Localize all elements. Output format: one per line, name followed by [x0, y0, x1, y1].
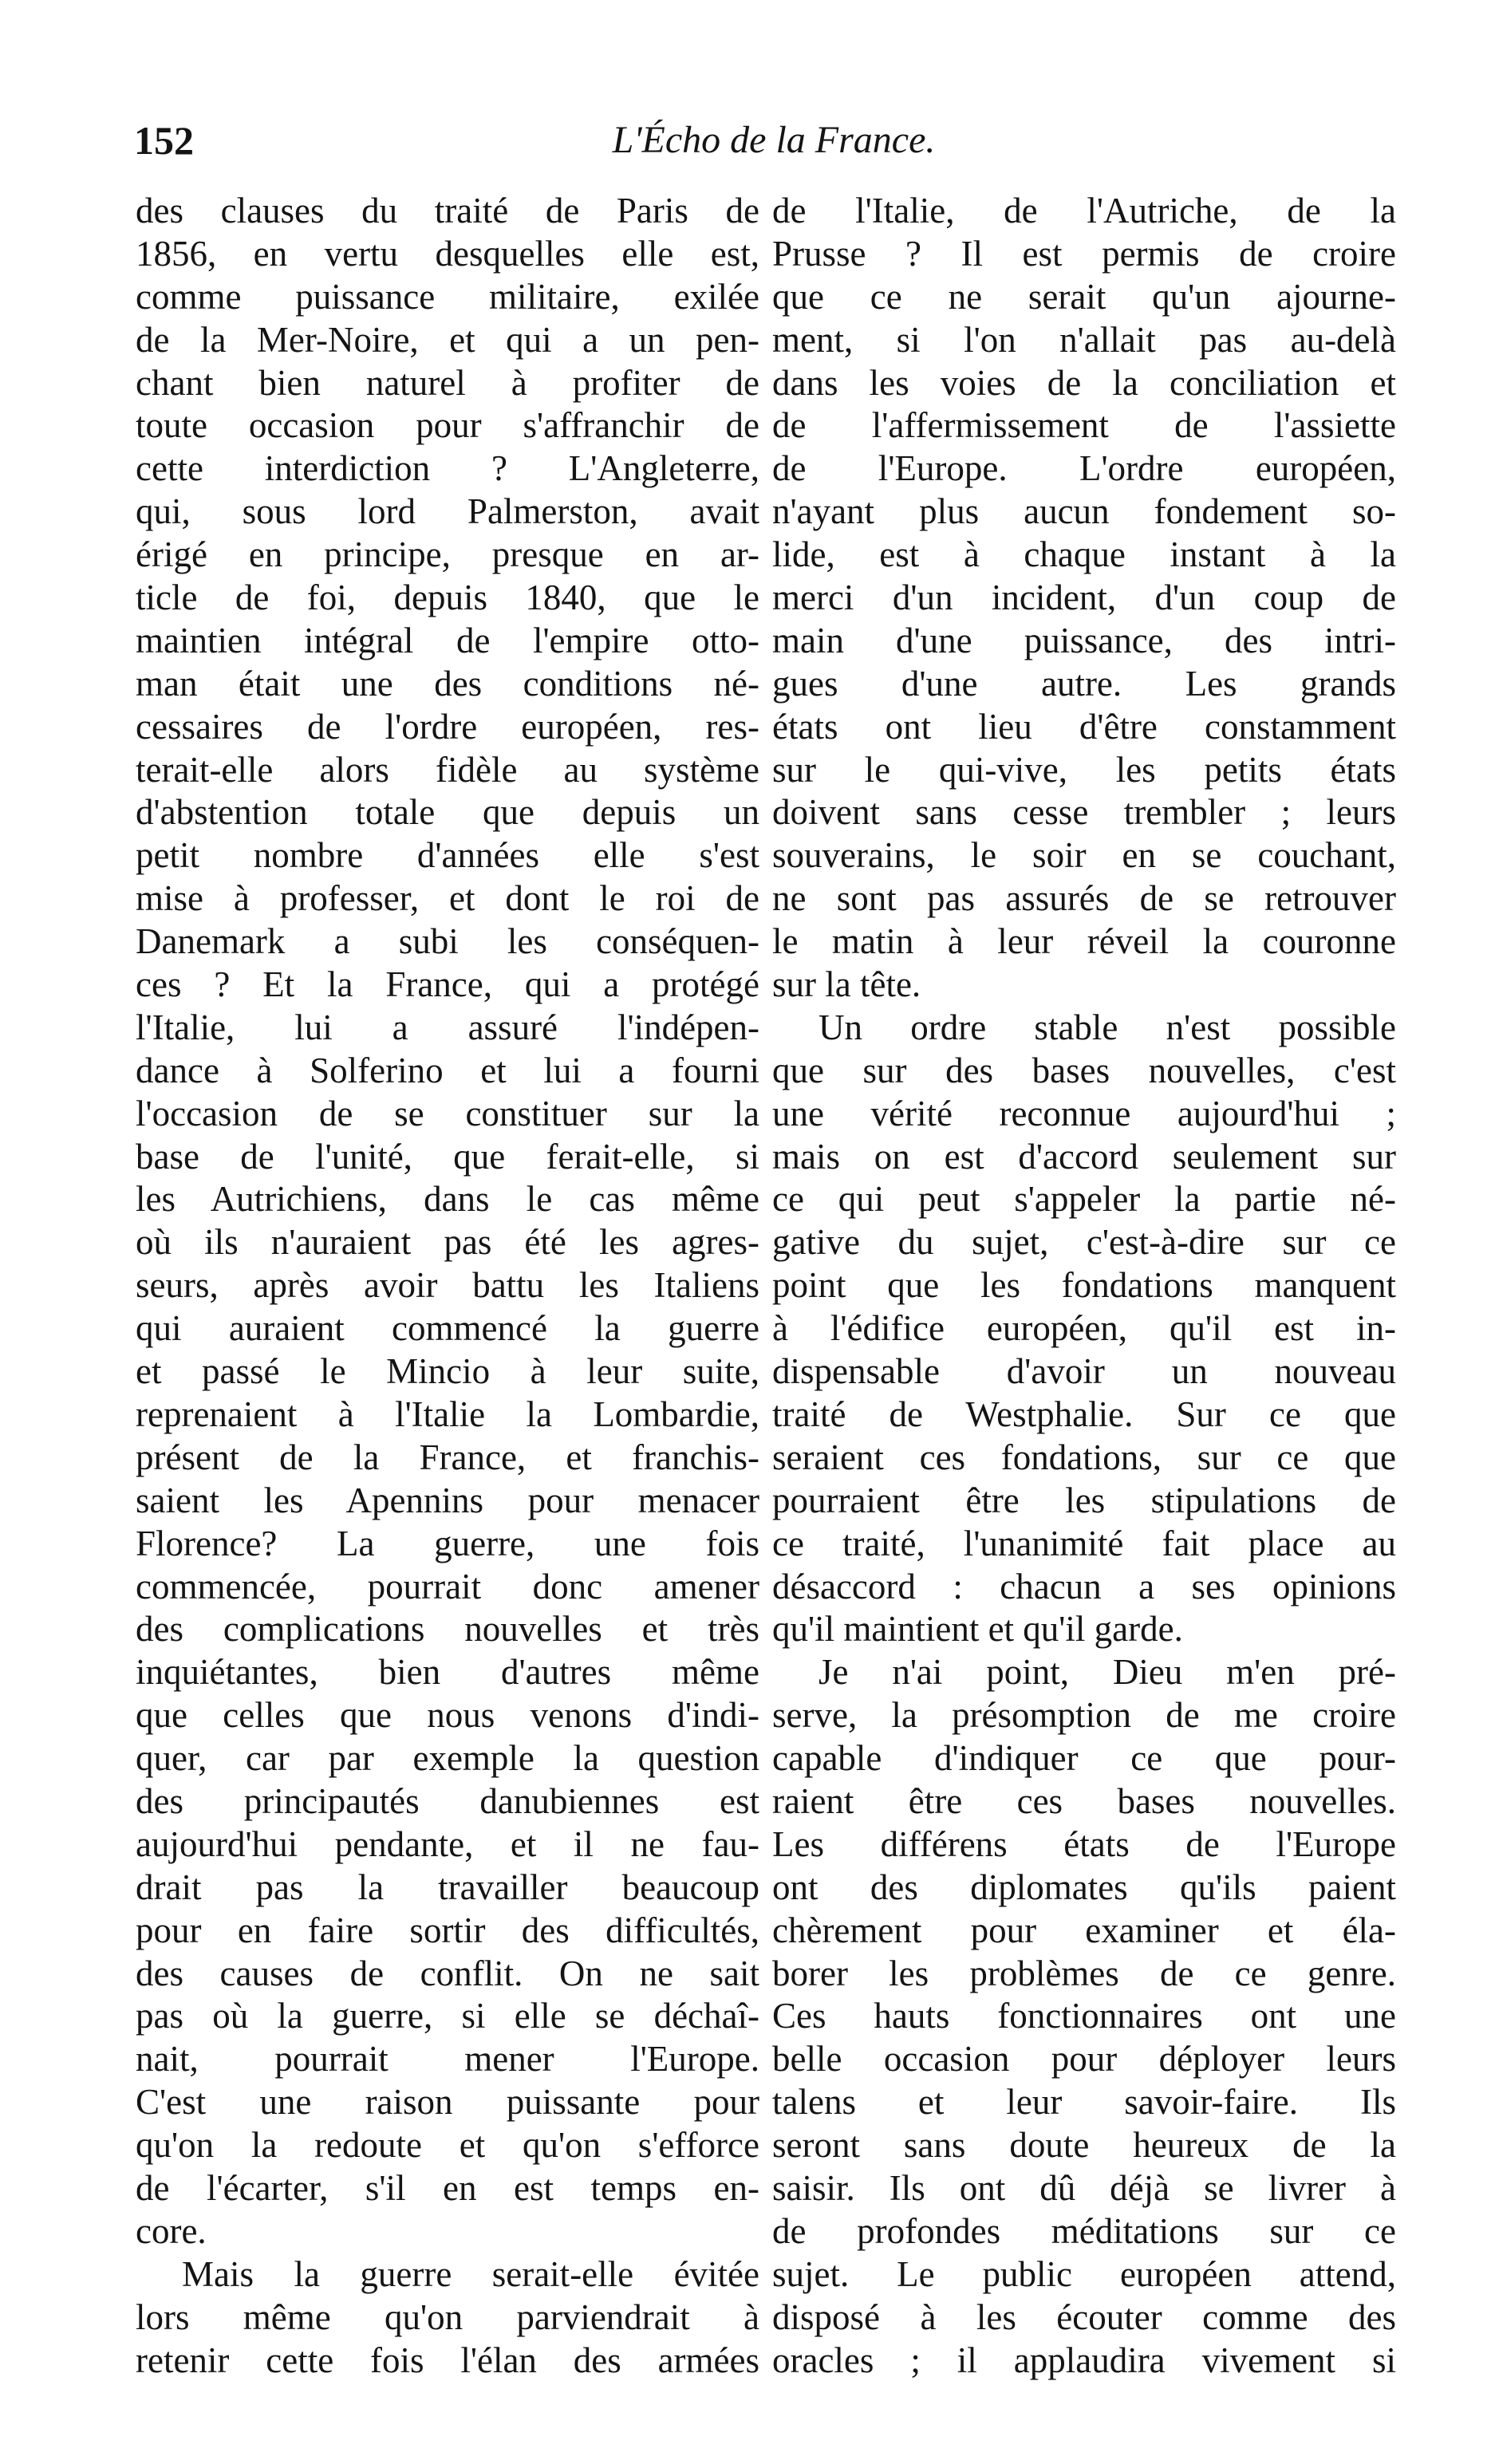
text-line: gues d'une autre. Les grands — [772, 663, 1396, 704]
text-line: Je n'ai point, Dieu m'en pré- — [819, 1652, 1396, 1693]
text-line: qu'on la redoute et qu'on s'efforce — [136, 2125, 759, 2166]
text-line: et passé le Mincio à leur suite, — [136, 1351, 759, 1392]
text-line: capable d'indiquer ce que pour- — [772, 1738, 1396, 1779]
text-line: des causes de conflit. On ne sait — [136, 1953, 759, 1993]
running-title: L'Écho de la France. — [612, 119, 936, 161]
text-line: talens et leur savoir-faire. Ils — [772, 2082, 1396, 2123]
text-line: ce qui peut s'appeler la partie né- — [772, 1179, 1396, 1220]
text-line: base de l'unité, que ferait-elle, si — [136, 1136, 759, 1177]
text-line: inquiétantes, bien d'autres même — [136, 1652, 759, 1693]
text-line: le matin à leur réveil la couronne — [772, 921, 1396, 962]
text-line: qu'il maintient et qu'il garde. — [772, 1609, 1183, 1650]
text-line: Un ordre stable n'est possible — [819, 1007, 1396, 1047]
text-line: sur la tête. — [772, 964, 921, 1005]
text-line: de l'Europe. L'ordre européen, — [772, 448, 1396, 489]
text-line: core. — [136, 2210, 207, 2251]
text-line: ont des diplomates qu'ils paient — [772, 1867, 1396, 1907]
text-line: mais on est d'accord seulement sur — [772, 1136, 1396, 1177]
text-line: de la Mer-Noire, et qui a un pen- — [136, 319, 759, 360]
text-line: à l'édifice européen, qu'il est in- — [772, 1308, 1396, 1349]
text-line: pas où la guerre, si elle se déchaî- — [136, 1996, 759, 2036]
text-line: érigé en principe, presque en ar- — [136, 534, 759, 575]
page-number: 152 — [134, 118, 194, 163]
text-line: seraient ces fondations, sur ce que — [772, 1437, 1396, 1477]
text-line: des clauses du traité de Paris de — [136, 191, 759, 231]
text-line: comme puissance militaire, exilée — [136, 276, 759, 317]
text-line: de profondes méditations sur ce — [772, 2210, 1396, 2251]
text-line: Mais la guerre serait-elle évitée — [182, 2253, 759, 2294]
text-line: chèrement pour examiner et éla- — [772, 1910, 1396, 1950]
text-line: saisir. Ils ont dû déjà se livrer à — [772, 2167, 1396, 2208]
text-line: lors même qu'on parviendrait à — [136, 2296, 759, 2337]
text-line: Danemark a subi les conséquen- — [136, 921, 759, 962]
text-line: des complications nouvelles et très — [136, 1609, 759, 1650]
text-line: ces ? Et la France, qui a protégé — [136, 964, 759, 1005]
text-line: cessaires de l'ordre européen, res- — [136, 706, 759, 747]
text-line: toute occasion pour s'affranchir de — [136, 405, 759, 446]
text-line: Les différens états de l'Europe — [772, 1823, 1396, 1864]
text-line: dans les voies de la conciliation et — [772, 362, 1396, 403]
text-line: que sur des bases nouvelles, c'est — [772, 1050, 1396, 1090]
text-line: seurs, après avoir battu les Italiens — [136, 1265, 759, 1306]
text-line: des principautés danubiennes est — [136, 1780, 759, 1821]
text-line: quer, car par exemple la question — [136, 1738, 759, 1779]
text-line: borer les problèmes de ce genre. — [772, 1953, 1396, 1993]
text-line: seront sans doute heureux de la — [772, 2125, 1396, 2166]
text-line: Florence? La guerre, une fois — [136, 1523, 759, 1563]
text-line: de l'affermissement de l'assiette — [772, 405, 1396, 446]
text-line: aujourd'hui pendante, et il ne fau- — [136, 1823, 759, 1864]
text-line: drait pas la travailler beaucoup — [136, 1867, 759, 1907]
text-line: d'abstention totale que depuis un — [136, 792, 759, 833]
text-line: serve, la présomption de me croire — [772, 1695, 1396, 1736]
text-line: sujet. Le public européen attend, — [772, 2253, 1396, 2294]
text-line: retenir cette fois l'élan des armées — [136, 2340, 759, 2380]
text-line: maintien intégral de l'empire otto- — [136, 620, 759, 660]
text-line: l'occasion de se constituer sur la — [136, 1093, 759, 1133]
text-line: états ont lieu d'être constamment — [772, 706, 1396, 747]
text-line: que ce ne serait qu'un ajourne- — [772, 276, 1396, 317]
text-line: reprenaient à l'Italie la Lombardie, — [136, 1394, 759, 1434]
text-line: les Autrichiens, dans le cas même — [136, 1179, 759, 1220]
text-line: pour en faire sortir des difficultés, — [136, 1910, 759, 1950]
text-line: ment, si l'on n'allait pas au-delà — [772, 319, 1396, 360]
text-line: raient être ces bases nouvelles. — [772, 1780, 1396, 1821]
text-line: disposé à les écouter comme des — [772, 2296, 1396, 2337]
text-line: C'est une raison puissante pour — [136, 2082, 759, 2123]
text-line: merci d'un incident, d'un coup de — [772, 578, 1396, 618]
text-line: main d'une puissance, des intri- — [772, 620, 1396, 660]
text-line: une vérité reconnue aujourd'hui ; — [772, 1093, 1396, 1133]
text-line: point que les fondations manquent — [772, 1265, 1396, 1306]
text-line: terait-elle alors fidèle au système — [136, 749, 759, 790]
text-line: désaccord : chacun a ses opinions — [772, 1566, 1396, 1607]
text-line: où ils n'auraient pas été les agres- — [136, 1222, 759, 1263]
text-line: man était une des conditions né- — [136, 663, 759, 704]
text-line: oracles ; il applaudira vivement si — [772, 2340, 1396, 2380]
text-line: qui, sous lord Palmerston, avait — [136, 491, 759, 532]
text-line: souverains, le soir en se couchant, — [772, 835, 1396, 876]
text-line: ce traité, l'unanimité fait place au — [772, 1523, 1396, 1563]
text-line: dance à Solferino et lui a fourni — [136, 1050, 759, 1090]
text-line: belle occasion pour déployer leurs — [772, 2039, 1396, 2080]
text-line: lide, est à chaque instant à la — [772, 534, 1396, 575]
text-line: mise à professer, et dont le roi de — [136, 878, 759, 919]
text-line: qui auraient commencé la guerre — [136, 1308, 759, 1349]
text-column-right — [772, 190, 1396, 2382]
text-line: que celles que nous venons d'indi- — [136, 1695, 759, 1736]
text-line: 1856, en vertu desquelles elle est, — [136, 233, 759, 274]
text-line: commencée, pourrait donc amener — [136, 1566, 759, 1607]
text-line: doivent sans cesse trembler ; leurs — [772, 792, 1396, 833]
text-line: pourraient être les stipulations de — [772, 1480, 1396, 1520]
text-column-left — [136, 190, 759, 2382]
text-line: Prusse ? Il est permis de croire — [772, 233, 1396, 274]
text-line: cette interdiction ? L'Angleterre, — [136, 448, 759, 489]
text-line: chant bien naturel à profiter de — [136, 362, 759, 403]
text-line: ne sont pas assurés de se retrouver — [772, 878, 1396, 919]
text-line: traité de Westphalie. Sur ce que — [772, 1394, 1396, 1434]
text-line: petit nombre d'années elle s'est — [136, 835, 759, 876]
text-line: l'Italie, lui a assuré l'indépen- — [136, 1007, 759, 1047]
text-line: Ces hauts fonctionnaires ont une — [772, 1996, 1396, 2036]
text-line: présent de la France, et franchis- — [136, 1437, 759, 1477]
text-line: nait, pourrait mener l'Europe. — [136, 2039, 759, 2080]
text-line: de l'écarter, s'il en est temps en- — [136, 2167, 759, 2208]
text-line: gative du sujet, c'est-à-dire sur ce — [772, 1222, 1396, 1263]
text-line: de l'Italie, de l'Autriche, de la — [772, 191, 1396, 231]
text-line: sur le qui-vive, les petits états — [772, 749, 1396, 790]
text-line: saient les Apennins pour menacer — [136, 1480, 759, 1520]
text-line: ticle de foi, depuis 1840, que le — [136, 578, 759, 618]
text-line: n'ayant plus aucun fondement so- — [772, 491, 1396, 532]
text-line: dispensable d'avoir un nouveau — [772, 1351, 1396, 1392]
